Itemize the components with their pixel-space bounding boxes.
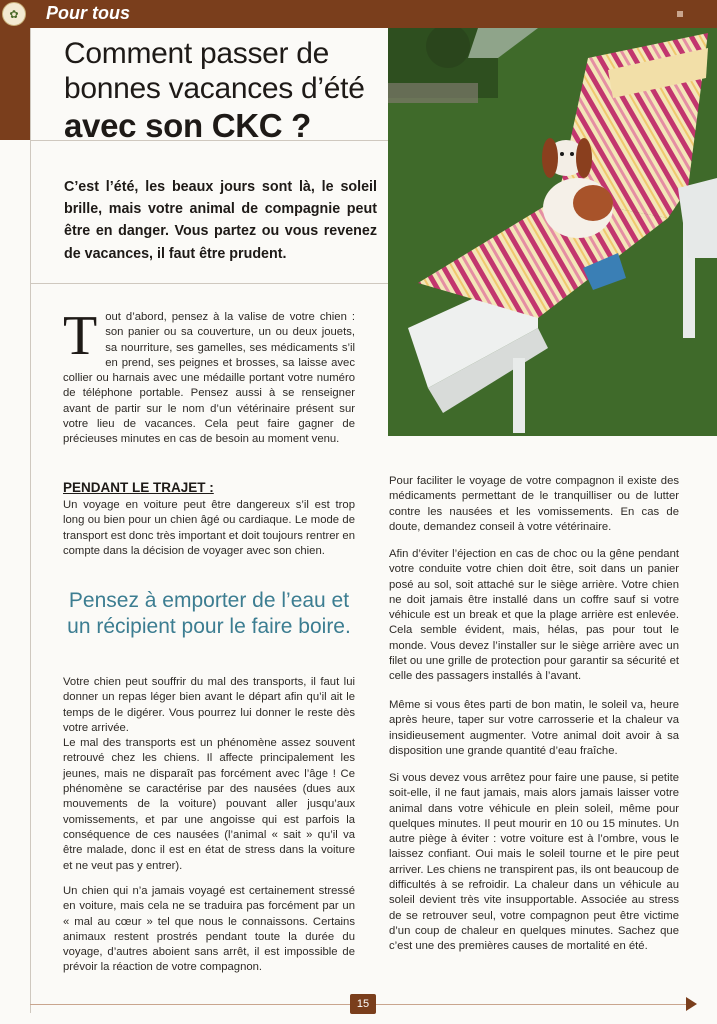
lead-divider bbox=[30, 283, 388, 284]
lead-paragraph: C’est l’été, les beaux jours sont là, le soleil brille, mais votre animal de compagnie peut être en danger. Vous partez ou vous revenez de vacances, il faut être prudent. bbox=[64, 179, 377, 262]
title-line-2: bonnes vacances d’été bbox=[64, 72, 365, 105]
page-number: 15 bbox=[350, 994, 376, 1014]
section-heading-trajet bbox=[63, 480, 214, 495]
club-emblem-icon: ✿ bbox=[2, 2, 26, 26]
motion-sickness-text-2: Le mal des transports est un phénomène assez souvent retrouvé chez les chiens. Il affecte principalement les jeunes, mais ne disparaît pas forcément avec l’âge ! Ce phénomène se caractérise par des nausées (dues aux mouvements de la voiture) pouvant aller jusqu’aux vomissements, et par une angoisse qui est parfois la conséquence de ces nausées (l’animal « sait » qu’il va être malade, donc il est en état de stress dans la voiture et ne veut pas y entrer). bbox=[63, 737, 355, 872]
motion-sickness-paragraph bbox=[63, 675, 355, 874]
safety-text: Afin d’éviter l’éjection en cas de choc ou la gêne pendant votre conduite votre chien doit être, soit dans un panier posé au sol, soit attaché sur le siège arrière. Votre chien ne doit jamais être installé dans un coffre sauf si votre véhicule est un break et que la plage arrière est enlevée. Cela semble évident, mais, hélas, pas pour tout le monde. Vous devez l’installer sur le siège arrière avec un filet ou une grille de protection pour garantir sa sécurité et celle des passagers installés à l’avant. bbox=[389, 548, 679, 683]
pull-quote: Pensez à emporter de l’eau et un récipient pour le faire boire. bbox=[67, 589, 351, 638]
parking-text: Si vous devez vous arrêtez pour faire une pause, si petite soit-elle, il ne faut jamais, mais alors jamais laisser votre animal dans votre véhicule en plein soleil, même pour quelques minutes. Il peut mourir en 10 ou 15 minutes. Un autre piège à éviter : votre voiture est à l’ombre, vous le laissez confiant. Oui mais le soleil tourne et le pire peut arriver. Les chiens ne transpirent pas, ils ont beaucoup de difficultés à se refroidir. La chaleur dans un véhicule au soleil devient très vite insupportable. Associée au stress de se retrouver seul, votre compagnon peut être victime d’un coup de chaleur en quelques minutes. Sachez que c’est une des premières causes de mortalité en été. bbox=[389, 772, 679, 953]
drop-cap: T bbox=[63, 305, 98, 367]
side-band bbox=[0, 28, 30, 140]
section-heading-text: PENDANT LE TRAJET bbox=[63, 480, 206, 495]
medication-text: Pour faciliter le voyage de votre compagnon il existe des médicaments permettant de le tranquilliser ou de lutter contre les nausées et les vomissements. En cas de doute, demandez conseil à votre vétérinaire. bbox=[389, 475, 679, 533]
title-line-3: avec son CKC ? bbox=[64, 107, 312, 144]
corner-marker bbox=[677, 11, 683, 17]
intro-text: out d’abord, pensez à la valise de votre chien : son panier ou sa couverture, un ou deux jouets, sa nourriture, ses gamelles, ses médicaments s’il en prend, ses peignes et brosses, sa laisse avec collier ou harnais avec une médaille portant votre numéro de téléphone portable. Pensez aussi à se renseigner avant de partir sur le nom d’un vétérinaire présent sur votre lieu de vacances. Cela peut faire gagner de précieuses minutes en cas de besoin au moment venu. bbox=[63, 311, 355, 446]
stress-text: Un chien qui n’a jamais voyagé est certainement stressé en voiture, mais cela ne se traduira pas forcément par un « mal au cœur » tel que nous le connaissons. Certains animaux restent prostrés pendant toute la durée du voyage, d’autres aboient sans arrêt, il est impossible de prévoir la réaction de votre compagnon. bbox=[63, 885, 355, 974]
trajet-paragraph bbox=[63, 498, 355, 559]
article-title bbox=[64, 36, 384, 143]
safety-paragraph bbox=[389, 547, 679, 685]
parking-paragraph bbox=[389, 771, 679, 955]
section-heading-suffix: : bbox=[205, 480, 214, 495]
heat-text: Même si vous êtes parti de bon matin, le soleil va, heure après heure, taper sur votre carrosserie et la chaleur va insidieusement augmenter. Votre animal doit avoir à sa disposition une grande quantité d’eau fraîche. bbox=[389, 699, 679, 757]
motion-sickness-text-1: Votre chien peut souffrir du mal des transports, il faut lui donner un repas léger bien avant le départ afin qu’il ait le temps de le digérer. Vous pourrez lui donner le reste dès votre arrivée. bbox=[63, 676, 355, 734]
photo-dog-on-sunlounger bbox=[388, 28, 717, 436]
trajet-text: Un voyage en voiture peut être dangereux s’il est trop long ou bien pour un chien âgé ou cardiaque. Le mode de transport est donc très important et doit toujours rentrer en compte dans la décision de voyager avec son chien. bbox=[63, 499, 355, 557]
next-page-arrow-icon bbox=[686, 997, 697, 1011]
heat-paragraph bbox=[389, 698, 679, 759]
stress-paragraph bbox=[63, 884, 355, 976]
intro-paragraph bbox=[63, 305, 355, 448]
left-margin-rule bbox=[30, 28, 31, 1013]
medication-paragraph bbox=[389, 474, 679, 535]
title-line-1: Comment passer de bbox=[64, 37, 330, 70]
section-label: Pour tous bbox=[46, 3, 130, 23]
